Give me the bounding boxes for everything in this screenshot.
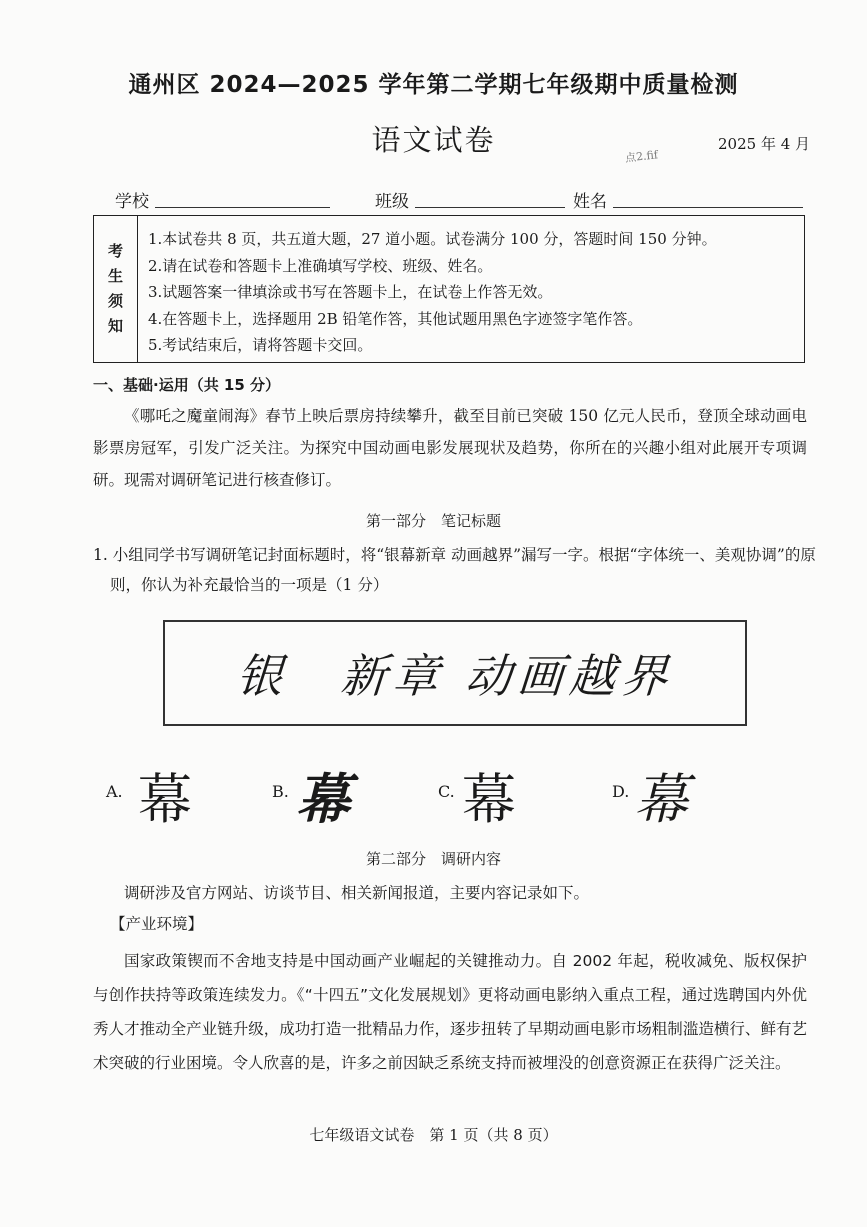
notice-list (148, 226, 717, 359)
section-intro: 《哪吒之魔童闹海》春节上映后票房持续攀升，截至目前已突破 150 亿元人民币，登顶全球动画电影票房冠军，引发广泛关注。为探究中国动画电影发展现状及趋势，你所在的兴趣小组对此展开专项调研。现需对调研笔记进行核查修订。 (93, 407, 807, 489)
part2-intro: 调研涉及官方网站、访谈节目、相关新闻报道，主要内容记录如下。 (124, 884, 590, 902)
notice-item: 5.考试结束后，请将答题卡交回。 (148, 336, 373, 354)
option-c-label[interactable]: C. (438, 782, 455, 801)
calligraphy-title: 银 新章 动画越界 (234, 649, 675, 703)
candidate-notice-box (93, 215, 805, 363)
notice-side-label (94, 216, 138, 362)
notice-item: 1.本试卷共 8 页，共五道大题，27 道小题。试卷满分 100 分，答题时间 150 分钟。 (148, 230, 717, 248)
notice-side-char: 须 (107, 292, 123, 310)
handwritten-scribble: 点2.fif (624, 148, 659, 165)
option-b-char[interactable]: 幕 (296, 767, 350, 831)
exam-title: 通州区 2024—2025 学年第二学期七年级期中质量检测 (128, 72, 739, 98)
part1-heading: 第一部分 笔记标题 (365, 512, 501, 530)
exam-date: 2025 年 4 月 (718, 135, 811, 153)
exam-subtitle: 语文试卷 (371, 123, 496, 157)
part2-body: 国家政策锲而不舍地支持是中国动画产业崛起的关键推动力。自 2002 年起，税收减免、版权保护与创作扶持等政策连续发力。《“十四五”文化发展规划》更将动画电影纳入重点工程，通过选聘国内外优秀人才推动全产业链升级，成功打造一批精品力作，逐步扭转了早期动画电影市场粗制滥造横行、鲜有艺术突破的行业困境。令人欣喜的是，许多之前因缺乏系统支持而被埋没的创意资源正在获得广泛关注。 (93, 952, 807, 1072)
option-b-label[interactable]: B. (272, 782, 289, 801)
page-footer: 七年级语文试卷 第 1 页（共 8 页） (309, 1126, 558, 1144)
name-label: 姓名 (573, 192, 607, 212)
option-a-char[interactable]: 幕 (138, 768, 192, 831)
option-a-label[interactable]: A. (106, 782, 123, 801)
notice-item: 3.试题答案一律填涂或书写在答题卡上，在试卷上作答无效。 (148, 283, 553, 301)
option-c-char[interactable]: 幕 (462, 768, 516, 831)
notice-side-char: 考 (107, 242, 123, 260)
option-d-char[interactable]: 幕 (634, 768, 688, 831)
school-label: 学校 (115, 192, 149, 212)
part2-heading: 第二部分 调研内容 (365, 850, 501, 868)
part2-subheading: 【产业环境】 (110, 915, 204, 933)
school-field[interactable] (155, 207, 330, 208)
question-1: 1. 小组同学书写调研笔记封面标题时，将“银幕新章 动画越界”漏写一字。根据“字体统一、美观协调”的原则，你认为补充最恰当的一项是（1 分） (93, 546, 816, 594)
notice-side-char: 生 (107, 267, 123, 285)
notice-item: 2.请在试卷和答题卡上准确填写学校、班级、姓名。 (148, 256, 493, 275)
calligraphy-title-box (163, 620, 747, 726)
notice-side-char: 知 (107, 317, 123, 335)
class-field[interactable] (415, 207, 565, 208)
class-label: 班级 (375, 192, 409, 212)
option-d-label[interactable]: D. (612, 782, 630, 801)
notice-item: 4.在答题卡上，选择题用 2B 铅笔作答，其他试题用黑色字迹签字笔作答。 (148, 309, 643, 328)
section-heading: 一、基础·运用（共 15 分） (93, 376, 281, 394)
name-field[interactable] (613, 207, 803, 208)
